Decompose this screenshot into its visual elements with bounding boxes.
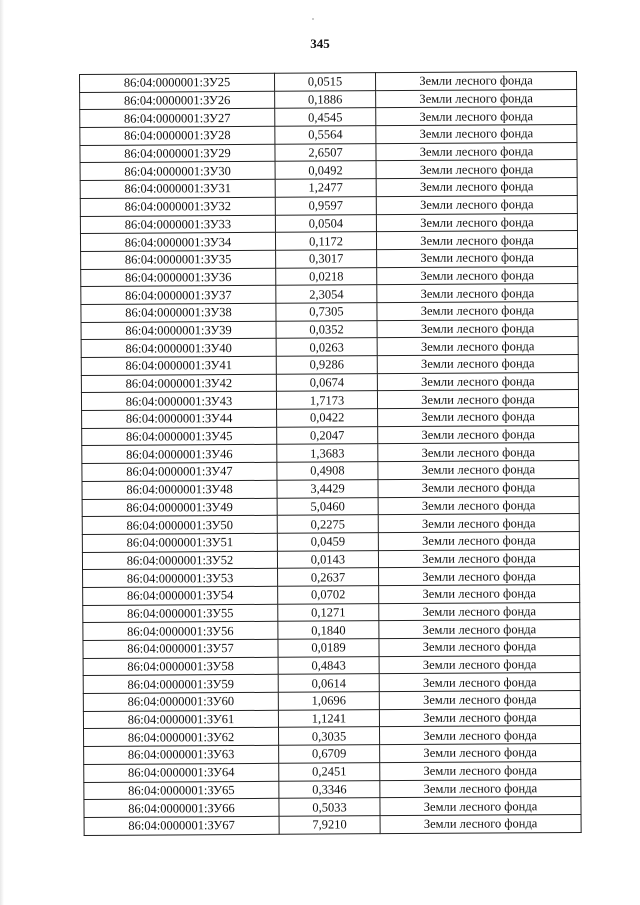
land-category-cell: Земли лесного фонда <box>376 160 577 179</box>
land-plots-table-container <box>79 71 580 836</box>
land-category-cell: Земли лесного фонда <box>377 372 578 391</box>
land-category-cell: Земли лесного фонда <box>379 567 580 586</box>
land-category-cell: Земли лесного фонда <box>377 301 578 320</box>
cadastral-number-cell: 86:04:0000001:ЗУ57 <box>83 639 278 658</box>
land-category-cell: Земли лесного фонда <box>379 584 580 603</box>
land-category-cell: Земли лесного фонда <box>377 354 578 373</box>
cadastral-number-cell: 86:04:0000001:ЗУ47 <box>82 462 277 481</box>
cadastral-number-cell: 86:04:0000001:ЗУ64 <box>84 763 279 782</box>
land-category-cell: Земли лесного фонда <box>379 726 580 745</box>
cadastral-number-cell: 86:04:0000001:ЗУ45 <box>82 427 277 446</box>
cadastral-number-cell: 86:04:0000001:ЗУ56 <box>83 622 278 641</box>
land-category-cell: Земли лесного фонда <box>378 531 579 550</box>
land-category-cell: Земли лесного фонда <box>378 496 579 515</box>
land-category-cell: Земли лесного фонда <box>377 266 578 285</box>
area-cell: 1,0696 <box>278 692 379 710</box>
land-category-cell: Земли лесного фонда <box>378 461 579 480</box>
area-cell: 0,5564 <box>275 126 376 144</box>
area-cell: 1,1241 <box>278 709 379 727</box>
page-number: 345 <box>310 36 330 51</box>
cadastral-number-cell: 86:04:0000001:ЗУ58 <box>83 657 278 676</box>
land-category-cell: Земли лесного фонда <box>378 425 579 444</box>
area-cell: 2,3054 <box>276 285 377 303</box>
land-category-cell: Земли лесного фонда <box>376 195 577 214</box>
cadastral-number-cell: 86:04:0000001:ЗУ62 <box>84 728 279 747</box>
cadastral-number-cell: 86:04:0000001:ЗУ52 <box>82 551 277 570</box>
cadastral-number-cell: 86:04:0000001:ЗУ67 <box>84 816 279 835</box>
cadastral-number-cell: 86:04:0000001:ЗУ36 <box>81 268 276 287</box>
area-cell: 0,1840 <box>278 621 379 639</box>
land-category-cell: Земли лесного фонда <box>379 602 580 621</box>
cadastral-number-cell: 86:04:0000001:ЗУ44 <box>82 409 277 428</box>
cadastral-number-cell: 86:04:0000001:ЗУ51 <box>82 533 277 552</box>
area-cell: 1,2477 <box>275 179 376 197</box>
area-cell: 0,2275 <box>277 515 378 533</box>
area-cell: 0,4545 <box>275 108 376 126</box>
area-cell: 0,1271 <box>278 603 379 621</box>
land-category-cell: Земли лесного фонда <box>376 89 577 108</box>
area-cell: 0,0702 <box>278 586 379 604</box>
cadastral-number-cell: 86:04:0000001:ЗУ30 <box>80 162 275 181</box>
cadastral-number-cell: 86:04:0000001:ЗУ49 <box>82 498 277 517</box>
area-cell: 0,3017 <box>276 250 377 268</box>
cadastral-number-cell: 86:04:0000001:ЗУ59 <box>83 675 278 694</box>
cadastral-number-cell: 86:04:0000001:ЗУ65 <box>84 781 279 800</box>
cadastral-number-cell: 86:04:0000001:ЗУ25 <box>80 73 275 92</box>
land-category-cell: Земли лесного фонда <box>378 478 579 497</box>
land-category-cell: Земли лесного фонда <box>379 620 580 639</box>
land-category-cell: Земли лесного фонда <box>380 779 581 798</box>
land-category-cell: Земли лесного фонда <box>380 797 581 816</box>
area-cell: 0,0143 <box>277 550 378 568</box>
area-cell: 0,0422 <box>277 409 378 427</box>
cadastral-number-cell: 86:04:0000001:ЗУ60 <box>83 692 278 711</box>
cadastral-number-cell: 86:04:0000001:ЗУ35 <box>81 250 276 269</box>
land-category-cell: Земли лесного фонда <box>380 814 581 833</box>
area-cell: 7,9210 <box>279 816 380 834</box>
cadastral-number-cell: 86:04:0000001:ЗУ39 <box>81 321 276 340</box>
land-category-cell: Земли лесного фонда <box>379 708 580 727</box>
cadastral-number-cell: 86:04:0000001:ЗУ42 <box>81 374 276 393</box>
area-cell: 0,0515 <box>274 73 375 91</box>
cadastral-number-cell: 86:04:0000001:ЗУ26 <box>80 91 275 110</box>
cadastral-number-cell: 86:04:0000001:ЗУ48 <box>82 480 277 499</box>
cadastral-number-cell: 86:04:0000001:ЗУ63 <box>84 745 279 764</box>
area-cell: 0,1172 <box>275 232 376 250</box>
cadastral-number-cell: 86:04:0000001:ЗУ31 <box>80 179 275 198</box>
area-cell: 0,4908 <box>277 462 378 480</box>
area-cell: 0,0492 <box>275 161 376 179</box>
area-cell: 1,3683 <box>277 444 378 462</box>
area-cell: 0,7305 <box>276 303 377 321</box>
area-cell: 0,0263 <box>276 338 377 356</box>
cadastral-number-cell: 86:04:0000001:ЗУ61 <box>83 710 278 729</box>
cadastral-number-cell: 86:04:0000001:ЗУ43 <box>81 392 276 411</box>
area-cell: 0,0218 <box>276 267 377 285</box>
land-category-cell: Земли лесного фонда <box>376 213 577 232</box>
land-category-cell: Земли лесного фонда <box>376 107 577 126</box>
area-cell: 0,0674 <box>276 373 377 391</box>
area-cell: 0,1886 <box>275 90 376 108</box>
area-cell: 0,4843 <box>278 656 379 674</box>
land-category-cell: Земли лесного фонда <box>378 443 579 462</box>
area-cell: 1,7173 <box>276 391 377 409</box>
table-row <box>84 814 581 835</box>
cadastral-number-cell: 86:04:0000001:ЗУ34 <box>80 232 275 251</box>
area-cell: 0,0459 <box>277 533 378 551</box>
cadastral-number-cell: 86:04:0000001:ЗУ33 <box>80 215 275 234</box>
scan-edge-shadow <box>0 0 4 905</box>
land-category-cell: Земли лесного фонда <box>380 744 581 763</box>
area-cell: 0,5033 <box>279 798 380 816</box>
land-category-cell: Земли лесного фонда <box>378 514 579 533</box>
cadastral-number-cell: 86:04:0000001:ЗУ29 <box>80 144 275 163</box>
land-category-cell: Земли лесного фонда <box>379 691 580 710</box>
cadastral-number-cell: 86:04:0000001:ЗУ66 <box>84 798 279 817</box>
land-plots-table <box>79 71 582 836</box>
cadastral-number-cell: 86:04:0000001:ЗУ27 <box>80 109 275 128</box>
table-body <box>80 71 582 835</box>
area-cell: 0,0614 <box>278 674 379 692</box>
land-category-cell: Земли лесного фонда <box>379 673 580 692</box>
land-category-cell: Земли лесного фонда <box>380 761 581 780</box>
area-cell: 0,9597 <box>275 196 376 214</box>
land-category-cell: Земли лесного фонда <box>379 637 580 656</box>
land-category-cell: Земли лесного фонда <box>378 549 579 568</box>
cadastral-number-cell: 86:04:0000001:ЗУ53 <box>83 569 278 588</box>
cadastral-number-cell: 86:04:0000001:ЗУ41 <box>81 356 276 375</box>
cadastral-number-cell: 86:04:0000001:ЗУ37 <box>81 286 276 305</box>
cadastral-number-cell: 86:04:0000001:ЗУ40 <box>81 339 276 358</box>
land-category-cell: Земли лесного фонда <box>376 125 577 144</box>
land-category-cell: Земли лесного фонда <box>376 142 577 161</box>
area-cell: 0,9286 <box>276 356 377 374</box>
area-cell: 5,0460 <box>277 497 378 515</box>
land-category-cell: Земли лесного фонда <box>377 319 578 338</box>
cadastral-number-cell: 86:04:0000001:ЗУ38 <box>81 303 276 322</box>
area-cell: 0,2637 <box>278 568 379 586</box>
land-category-cell: Земли лесного фонда <box>377 390 578 409</box>
land-category-cell: Земли лесного фонда <box>379 655 580 674</box>
cadastral-number-cell: 86:04:0000001:ЗУ46 <box>82 445 277 464</box>
area-cell: 2,6507 <box>275 143 376 161</box>
area-cell: 0,6709 <box>279 745 380 763</box>
cadastral-number-cell: 86:04:0000001:ЗУ32 <box>80 197 275 216</box>
land-category-cell: Земли лесного фонда <box>377 248 578 267</box>
area-cell: 0,2451 <box>279 762 380 780</box>
land-category-cell: Земли лесного фонда <box>378 408 579 427</box>
area-cell: 0,3035 <box>278 727 379 745</box>
area-cell: 3,4429 <box>277 479 378 497</box>
land-category-cell: Земли лесного фонда <box>376 178 577 197</box>
cadastral-number-cell: 86:04:0000001:ЗУ50 <box>82 515 277 534</box>
area-cell: 0,0189 <box>278 639 379 657</box>
cadastral-number-cell: 86:04:0000001:ЗУ28 <box>80 126 275 145</box>
area-cell: 0,2047 <box>277 426 378 444</box>
scan-speck <box>312 18 314 20</box>
area-cell: 0,0504 <box>275 214 376 232</box>
area-cell: 0,3346 <box>279 780 380 798</box>
land-category-cell: Земли лесного фонда <box>376 231 577 250</box>
land-category-cell: Земли лесного фонда <box>377 284 578 303</box>
land-category-cell: Земли лесного фонда <box>377 337 578 356</box>
area-cell: 0,0352 <box>276 320 377 338</box>
land-category-cell: Земли лесного фонда <box>375 71 576 90</box>
cadastral-number-cell: 86:04:0000001:ЗУ55 <box>83 604 278 623</box>
cadastral-number-cell: 86:04:0000001:ЗУ54 <box>83 586 278 605</box>
